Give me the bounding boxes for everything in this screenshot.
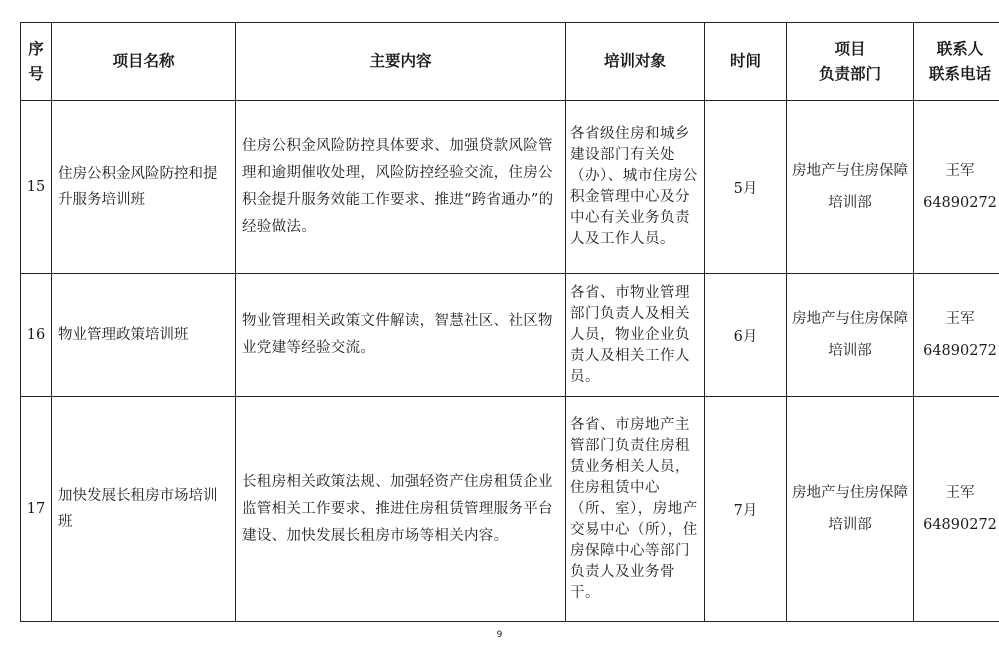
page-number: 9: [496, 630, 503, 640]
header-seq: [21, 23, 52, 101]
table-row: [21, 101, 999, 274]
table-row: [21, 397, 999, 622]
row-time: 7月: [705, 397, 787, 622]
row-name: 物业管理政策培训班: [52, 274, 236, 397]
row-content: 住房公积金风险防控具体要求、加强贷款风险管理和逾期催收处理，风险防控经验交流，住房公积金提升服务效能工作要求、推进“跨省通办”的经验做法。: [236, 101, 566, 274]
row-contact: [914, 101, 999, 274]
table-row: [21, 274, 999, 397]
header-time: 时间: [705, 23, 787, 101]
row-target: 各省级住房和城乡建设部门有关处（办）、城市住房公积金管理中心及分中心有关业务负责人及工作人员。: [566, 101, 705, 274]
header-contact-line1: 联系人: [936, 39, 984, 58]
row-name: 加快发展长租房市场培训班: [52, 397, 236, 622]
contact-name: 王军: [945, 163, 975, 179]
row-target: 各省、市物业管理部门负责人及相关人员，物业企业负责人及相关工作人员。: [566, 274, 705, 397]
header-name: 项目名称: [52, 23, 236, 101]
header-dept-line2: 负责部门: [818, 64, 881, 83]
row-contact: [914, 274, 999, 397]
contact-phone: 64890272: [923, 343, 997, 359]
row-dept: 房地产与住房保障培训部: [787, 101, 914, 274]
header-dept-line1: 项目: [834, 39, 866, 58]
training-plan-table: [20, 22, 999, 622]
contact-name: 王军: [945, 311, 975, 327]
row-seq: 15: [21, 101, 52, 274]
header-content: 主要内容: [236, 23, 566, 101]
row-time: 6月: [705, 274, 787, 397]
row-seq: 17: [21, 397, 52, 622]
header-seq-line2: 号: [28, 64, 44, 83]
header-target: 培训对象: [566, 23, 705, 101]
header-contact-line2: 联系电话: [928, 64, 991, 83]
row-dept: 房地产与住房保障培训部: [787, 274, 914, 397]
contact-name: 王军: [945, 485, 975, 501]
header-seq-line1: 序: [28, 39, 44, 58]
row-target: 各省、市房地产主管部门负责住房租赁业务相关人员，住房租赁中心（所、室），房地产交易中心（所），住房保障中心等部门负责人及业务骨干。: [566, 397, 705, 622]
row-dept: 房地产与住房保障培训部: [787, 397, 914, 622]
row-contact: [914, 397, 999, 622]
row-time: 5月: [705, 101, 787, 274]
contact-phone: 64890272: [923, 195, 997, 211]
row-content: 长租房相关政策法规、加强轻资产住房租赁企业监管相关工作要求、推进住房租赁管理服务平台建设、加快发展长租房市场等相关内容。: [236, 397, 566, 622]
row-seq: 16: [21, 274, 52, 397]
row-content: 物业管理相关政策文件解读，智慧社区、社区物业党建等经验交流。: [236, 274, 566, 397]
row-name: 住房公积金风险防控和提升服务培训班: [52, 101, 236, 274]
header-dept: [787, 23, 914, 101]
header-row: [21, 23, 999, 101]
header-contact: [914, 23, 999, 101]
contact-phone: 64890272: [923, 517, 997, 533]
